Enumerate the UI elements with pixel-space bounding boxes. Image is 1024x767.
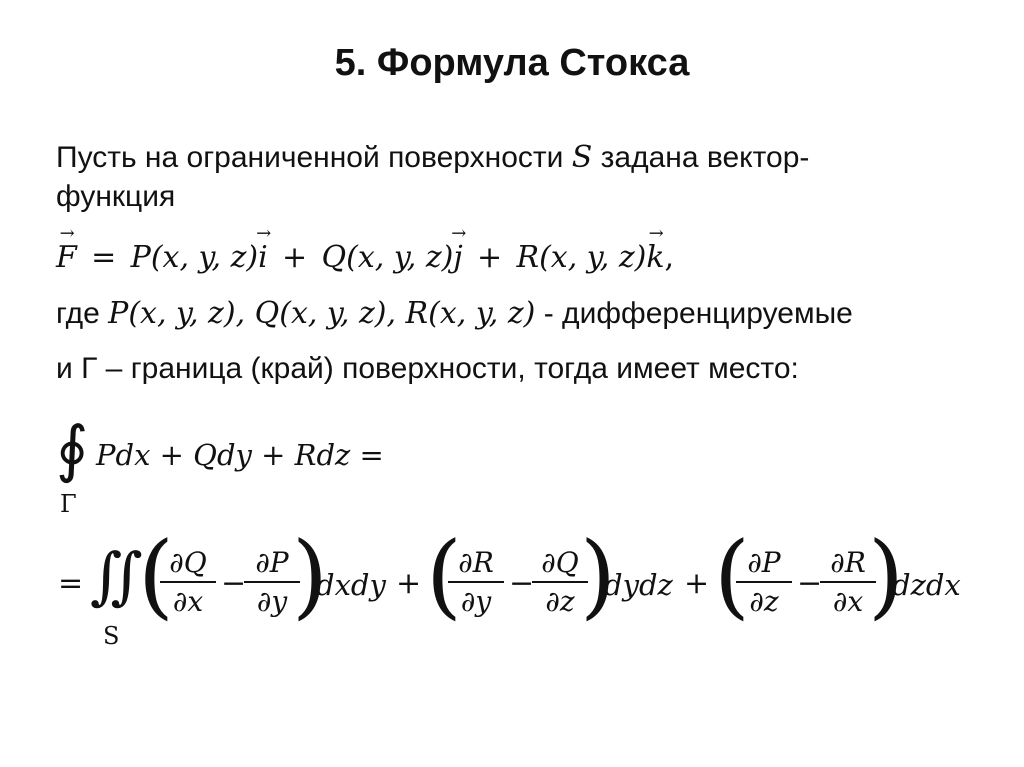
plus-sign: + [477, 240, 503, 275]
equals-sign: = [58, 566, 84, 601]
R-component: R(x, y, z) [516, 240, 647, 275]
surface-symbol: S [571, 140, 593, 175]
intro-line-1 [56, 140, 809, 175]
component-functions: P(x, y, z), Q(x, y, z), R(x, y, z) [108, 296, 536, 331]
fraction-denominator: ∂x [832, 585, 864, 618]
comma: , [664, 240, 675, 275]
vector-function-formula [56, 240, 674, 275]
vector-F: → F [56, 240, 77, 275]
right-paren: ) [580, 522, 616, 629]
intro-text: Пусть на ограниченной поверхности [56, 141, 564, 174]
unit-vector-i: → i [258, 240, 268, 275]
slide-title: 5. Формула Стокса [334, 42, 690, 84]
P-component: P(x, y, z) [130, 240, 259, 275]
left-paren: ( [138, 522, 174, 629]
partial-fraction [160, 545, 216, 619]
unit-vector-k: → k [646, 240, 664, 275]
left-paren: ( [426, 522, 462, 629]
contour-subscript: Γ [60, 490, 77, 518]
fraction-numerator: ∂P [244, 545, 300, 583]
partial-fraction [736, 545, 792, 619]
right-paren: ) [292, 522, 328, 629]
unit-vector-j: → j [453, 240, 462, 275]
fraction-numerator: ∂Q [160, 545, 216, 583]
where-prefix: где [56, 297, 100, 330]
intro-line-2: функция [56, 180, 176, 213]
surface-subscript: S [103, 622, 120, 650]
equals-sign: = [91, 240, 117, 275]
double-integral-symbol: ∬ [90, 539, 143, 612]
fraction-numerator: ∂R [448, 545, 504, 583]
fraction-denominator: ∂z [545, 585, 575, 618]
intro-text-end: задана вектор- [600, 141, 810, 174]
right-paren: ) [868, 522, 904, 629]
boundary-line: и Г – граница (край) поверхности, тогда имеет место: [56, 352, 799, 385]
plus-sign: + [396, 566, 422, 601]
where-suffix: - дифференцируемые [543, 297, 853, 330]
contour-integral-symbol: ∮ [56, 412, 89, 485]
left-paren: ( [714, 522, 750, 629]
Q-component: Q(x, y, z) [321, 240, 454, 275]
plus-sign: + [282, 240, 308, 275]
plus-sign: + [684, 566, 710, 601]
fraction-denominator: ∂z [749, 585, 779, 618]
minus-sign: − [221, 566, 247, 601]
differential: dzdx [892, 568, 961, 602]
partial-fraction [448, 545, 504, 619]
fraction-denominator: ∂x [172, 585, 204, 618]
fraction-denominator: ∂y [256, 585, 288, 618]
fraction-numerator: ∂P [736, 545, 792, 583]
minus-sign: − [509, 566, 535, 601]
fraction-denominator: ∂y [460, 585, 492, 618]
where-line [56, 296, 853, 331]
line-integral-expression: Pdx + Qdy + Rdz = [96, 438, 384, 472]
fraction-numerator: ∂R [820, 545, 876, 583]
differential: dydz [604, 568, 673, 602]
minus-sign: − [797, 566, 823, 601]
fraction-numerator: ∂Q [532, 545, 588, 583]
differential: dxdy [316, 568, 386, 602]
